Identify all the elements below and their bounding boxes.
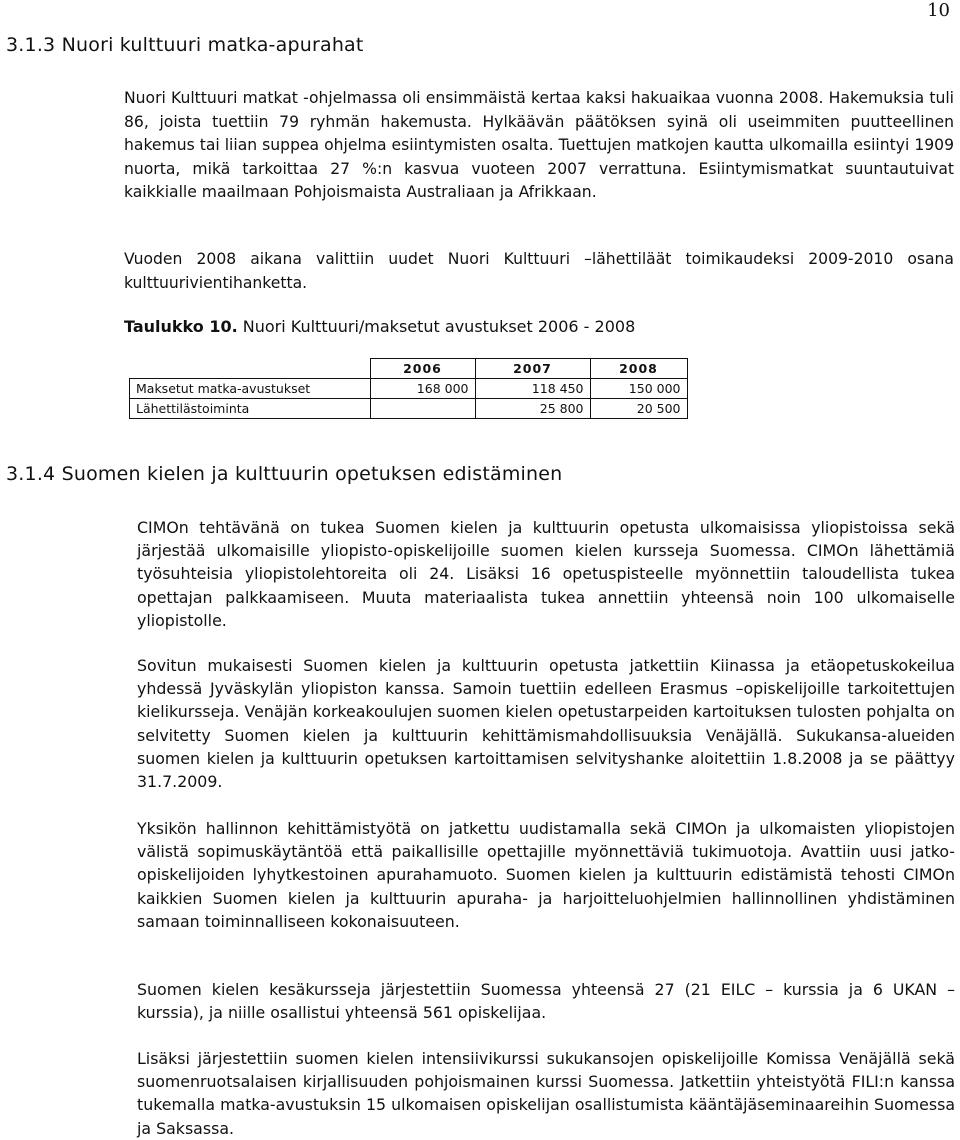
table-cell: 20 500 bbox=[590, 399, 687, 419]
table-header-row bbox=[130, 359, 688, 379]
table-row-label: Lähettilästoiminta bbox=[130, 399, 371, 419]
table-header-2008: 2008 bbox=[590, 359, 687, 379]
section-heading-3-1-3: 3.1.3 Nuori kulttuuri matka-apurahat bbox=[6, 34, 364, 56]
table-cell: 118 450 bbox=[475, 379, 590, 399]
paragraph-6: Suomen kielen kesäkursseja järjestettiin Suomessa yhteensä 27 (21 EILC – kurssia ja 6 UKAN – kurssia), ja niille osallistui yhteensä 561 opiskelijaa. bbox=[137, 980, 955, 1023]
table-row-label: Maksetut matka-avustukset bbox=[130, 379, 371, 399]
table-caption-label: Taulukko 10. bbox=[124, 317, 238, 336]
paragraph-2: Vuoden 2008 aikana valittiin uudet Nuori Kulttuuri –lähettiläät toimikaudeksi 2009-2010 osana kulttuurivientihanketta. bbox=[124, 250, 954, 292]
table-caption bbox=[124, 317, 635, 336]
paragraph-4: Sovitun mukaisesti Suomen kielen ja kulttuurin opetusta jatkettiin Kiinassa ja etäopetuskokeilua yhdessä Jyväskylän yliopiston kanssa. Samoin tuettiin edelleen Erasmus –opiskelijoille tarkoitettujen kielikursseja. Venäjän korkeakoulujen suomen kielen opetustarpeiden kartoituksen tulosten pohjalta on selvitetty Suomen kielen ja kulttuurin kehittämismahdollisuuksia Venäjällä. Sukukansa-alueiden suomen kielen ja kulttuurin opetuksen kartoittamisen selvityshanke aloitettiin 1.8.2008 ja se päättyy 31.7.2009. bbox=[137, 656, 955, 792]
table-header-2007: 2007 bbox=[475, 359, 590, 379]
paragraph-7: Lisäksi järjestettiin suomen kielen intensiivikurssi sukukansojen opiskelijoille Komissa Venäjällä sekä suomenruotsalaisen kirjallisuuden pohjoismainen kurssi Suomessa. Jatkettiin yhteistyötä FILI:n kanssa tukemalla matka-avustuksin 15 ulkomaisen opiskelijan osallistumista kääntäjäseminaareihin Suomessa ja Saksassa. bbox=[137, 1049, 955, 1138]
table-cell bbox=[370, 399, 475, 419]
paragraph-3: CIMOn tehtävänä on tukea Suomen kielen ja kulttuurin opetusta ulkomaisissa yliopistoissa sekä järjestää ulkomaisille yliopisto-opiskelijoille suomen kielen kursseja Suomessa. CIMOn lähettämiä työsuhteisia yliopistolehtoreita oli 24. Lisäksi 16 opetuspisteelle myönnettiin taloudellista tukea opettajan palkkaamiseen. Muuta materiaalista tukea annettiin yhteensä noin 100 ulkomaiselle yliopistolle. bbox=[137, 518, 955, 630]
page-number: 10 bbox=[927, 0, 950, 21]
table-cell: 150 000 bbox=[590, 379, 687, 399]
paragraph-1: Nuori Kulttuuri matkat -ohjelmassa oli ensimmäistä kertaa kaksi hakuaikaa vuonna 2008. Hakemuksia tuli 86, joista tuettiin 79 ryhmän hakemusta. Hylkäävän päätöksen syinä oli useimmiten puutteellinen hakemus tai liian suppea ohjelma esiintymisten osalta. Tuettujen matkojen kautta ulkomailla esiintyi 1909 nuorta, mikä tarkoittaa 27 %:n kasvua vuoteen 2007 verrattuna. Esiintymismatkat suuntautuivat kaikkialle maailmaan Pohjoismaista Australiaan ja Afrikkaan. bbox=[124, 89, 954, 202]
table-header-2006: 2006 bbox=[370, 359, 475, 379]
table-cell: 25 800 bbox=[475, 399, 590, 419]
grants-table bbox=[129, 358, 688, 419]
table-caption-text: Nuori Kulttuuri/maksetut avustukset 2006 - 2008 bbox=[237, 317, 636, 336]
paragraph-5: Yksikön hallinnon kehittämistyötä on jatkettu uudistamalla sekä CIMOn ja ulkomaisten yliopistojen välistä sopimuskäytäntöä että paikallisille opettajille myönnettäviä tukimuotoja. Avattiin uusi jatko-opiskelijoiden lyhytkestoinen apurahamuoto. Suomen kielen ja kulttuurin edistämistä tehosti CIMOn kaikkien Suomen kielen ja kulttuurin apuraha- ja harjoitteluohjelmien hallinnollinen yhdistäminen samaan toiminnalliseen kokonaisuuteen. bbox=[137, 819, 955, 931]
table-cell: 168 000 bbox=[370, 379, 475, 399]
table-corner-cell bbox=[130, 359, 371, 379]
section-heading-3-1-4: 3.1.4 Suomen kielen ja kulttuurin opetuksen edistäminen bbox=[6, 463, 563, 485]
table-row bbox=[130, 379, 688, 399]
table-row bbox=[130, 399, 688, 419]
